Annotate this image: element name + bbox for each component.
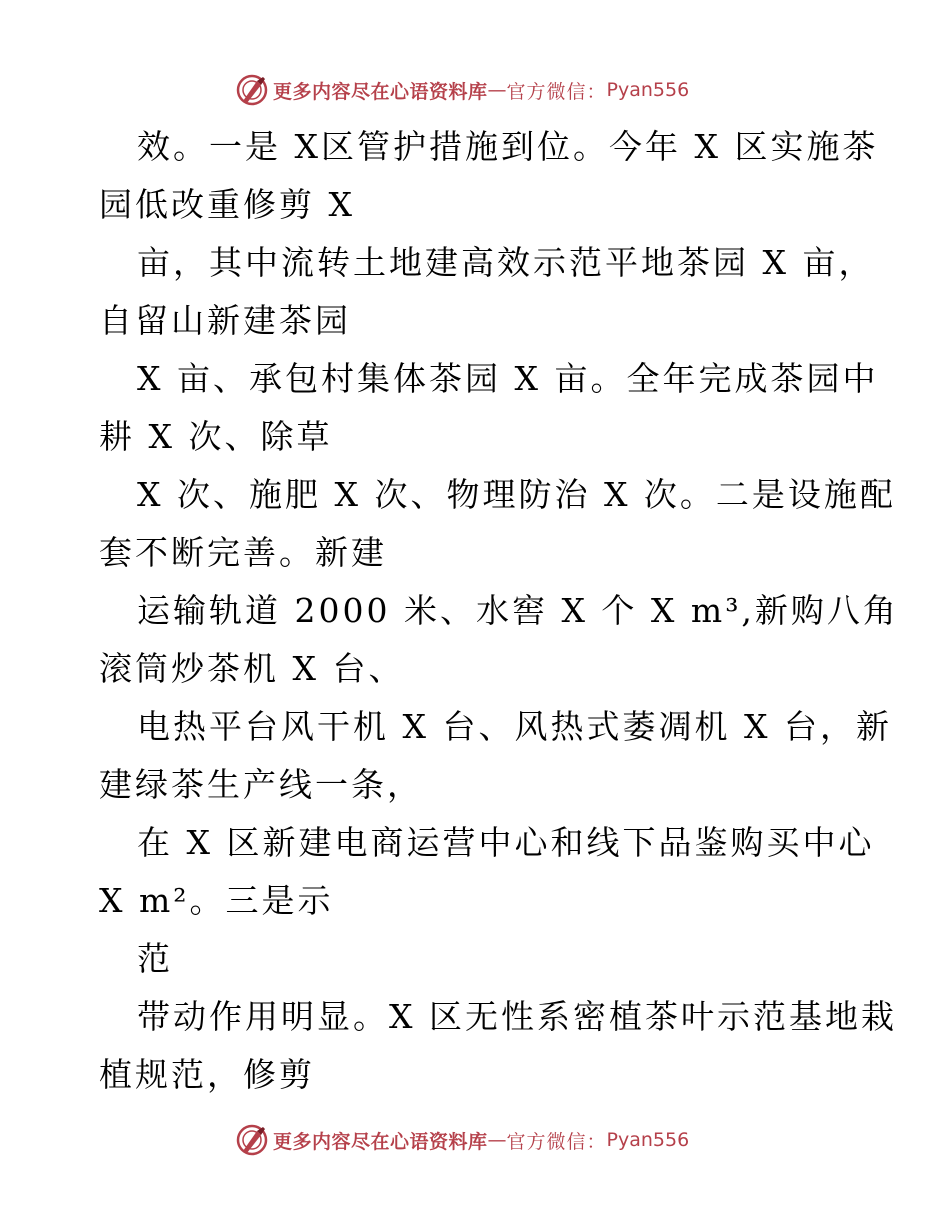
- body-line: 建绿茶生产线一条，: [99, 765, 423, 804]
- header-banner: [235, 73, 689, 107]
- pen-logo-icon: [235, 1123, 269, 1157]
- body-line: X 次、施肥 X 次、物理防治 X 次。二是设施配: [137, 475, 896, 514]
- banner-brand-text: 更多内容尽在心语资料库: [273, 80, 488, 103]
- body-line: 套不断完善。新建: [99, 533, 387, 572]
- banner-wechat-label: 官方微信：: [506, 80, 607, 103]
- banner-dash: —: [487, 1129, 507, 1151]
- body-line: 耕 X 次、除草: [99, 417, 333, 456]
- pen-logo-icon: [235, 73, 269, 107]
- document-body: [99, 118, 899, 1104]
- body-line: 自留山新建茶园: [99, 301, 351, 340]
- body-line: X m²。三是示: [99, 881, 334, 920]
- body-line: 运输轨道 2000 米、水窖 X 个 X m³,新购八角: [137, 591, 899, 630]
- body-line: 范: [137, 939, 173, 978]
- body-line: 在 X 区新建电商运营中心和线下品鉴购买中心: [137, 823, 875, 862]
- banner-dash: —: [487, 79, 507, 101]
- body-line: 电热平台风干机 X 台、风热式萎凋机 X 台，新: [137, 707, 892, 746]
- banner-account: Pyan556: [606, 1129, 690, 1151]
- body-line: 亩，其中流转土地建高效示范平地茶园 X 亩，: [137, 243, 875, 282]
- body-line: 滚筒炒茶机 X 台、: [99, 649, 405, 688]
- banner-wechat-label: 官方微信：: [506, 1130, 607, 1153]
- banner-account: Pyan556: [606, 79, 690, 101]
- body-line: 带动作用明显。X 区无性系密植茶叶示范基地栽: [137, 997, 897, 1036]
- banner-brand-text: 更多内容尽在心语资料库: [273, 1130, 488, 1153]
- footer-banner: [235, 1123, 689, 1157]
- body-line: 植规范，修剪: [99, 1055, 315, 1094]
- body-line: 效。一是 X区管护措施到位。今年 X 区实施茶: [137, 127, 879, 166]
- body-line: 园低改重修剪 X: [99, 185, 355, 224]
- body-line: X 亩、承包村集体茶园 X 亩。全年完成茶园中: [137, 359, 879, 398]
